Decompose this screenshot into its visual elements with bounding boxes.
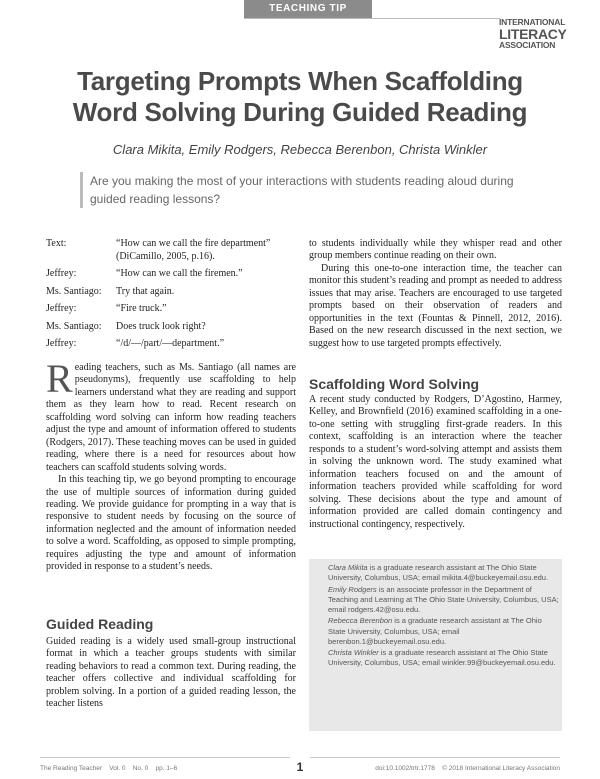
bio-name: Emily Rodgers [328,584,377,594]
dialogue-row [46,268,296,281]
right-column-bottom [309,394,562,531]
journal-info: The Reading Teacher Vol. 0 No. 0 pp. 1–6 [40,765,178,772]
bio-text: is an associate professor in the Department of Teaching and Learning at The Ohio State University, Columbus, USA; email rodgers.42@osu.edu. [328,584,559,614]
intro-paragraph [46,356,296,474]
author-list: Clara Mikita, Emily Rodgers, Rebecca Berenbon, Christa Winkler [112,142,488,157]
dialogue-line: “/d/—/part/—department.” [116,338,225,349]
pull-quote: Are you making the most of your interactions with students reading aloud during guided reading lessons? [90,174,514,206]
body-paragraph: Guided reading is a widely used small-group instructional format in which a teacher groups students with similar reading behaviors to read a common text. During reading, the teacher offers collective and individual scaffolding for problem solving. In a portion of a guided reading lesson, the teacher listens [46,636,296,710]
header-rule [244,18,500,19]
teaching-tip-label: TEACHING TIP [244,0,372,18]
author-bios [328,563,560,670]
left-column-top [46,356,296,574]
dialogue-line: Does truck look right? [116,320,206,332]
dialogue-line: “How can we call the fire department” (DiCamillo, 2005, p.16). [116,238,271,262]
right-column-top [309,238,562,350]
dialogue-speaker: Jeffrey: [46,303,77,314]
body-paragraph: to students individually while they whisper read and other group members continue reading on their own. [309,238,562,262]
bio-text: is a graduate research assistant at The Ohio State University, Columbus, USA; email mikita.4@buckeyemail.osu.edu. [328,563,549,583]
dialogue-row [46,321,296,334]
bio-text: is a graduate research assistant at The Ohio State University, Columbus, USA; email berenbon.1@buckeyemail.osu.edu. [328,616,542,646]
left-column-bottom [46,636,296,711]
dialogue-line: Try that again. [116,285,175,297]
ila-logo [499,18,569,49]
article-title [40,66,560,128]
dialogue-speaker: Ms. Santiago: [46,285,102,297]
logo-line-3: ASSOCIATION [499,39,556,50]
drop-cap: R [46,356,73,401]
dialogue-line: “Fire truck.” [116,303,167,314]
dialogue-row [46,303,296,316]
title-line-2: Word Solving During Guided Reading [72,97,528,127]
dialogue-speaker: Jeffrey: [46,268,77,279]
dialogue-line: “How can we call the firemen.” [116,268,243,279]
author-bio [328,648,560,668]
bio-text: is a graduate research assistant at The Ohio State University, Columbus, USA; email winkler.99@buckeyemail.osu.edu. [328,648,556,668]
page-number: 1 [290,756,310,778]
intro-paragraph-text: eading teachers, such as Ms. Santiago (all names are pseudonyms), frequently use scaffolding to help learners understand what they are reading and support them as they learn how to read. Recent research on scaffolding word solving can inform how reading teachers adjust the type and amount of information offered to students (Rodgers, 2017). These teaching moves can be used in guided reading, where there is a need for resources about how teachers can scaffold students solving words. [46,362,296,473]
bio-name: Rebecca Berenbon [328,616,393,626]
body-paragraph: During this one-to-one interaction time, the teacher can monitor this student’s reading and prompt as needed to address issues that may arise. Teachers are encouraged to use targeted prompts based on their observation of readers and opportunities in the text (Fountas & Pinnell, 2012, 2016). Based on the new research discussed in the next section, we suggest how to use targeted prompts effectively. [309,262,562,349]
doi-copyright: doi:10.1002/trtr.1778 © 2018 International Literacy Association [375,765,560,772]
logo-line-2: LITERACY [499,25,567,42]
section-heading-guided-reading: Guided Reading [46,616,154,632]
dialogue-row [46,238,296,263]
pull-quote-bar [80,172,83,208]
logo-line-1: INTERNATIONAL [499,17,566,27]
dialogue-row [46,338,296,351]
bio-name: Christa Winkler [328,648,379,658]
dialogue-excerpt [46,238,296,356]
title-line-1: Targeting Prompts When Scaffolding [77,66,523,96]
author-bio [328,563,560,583]
bio-name: Clara Mikita [328,563,368,572]
section-heading-scaffolding: Scaffolding Word Solving [309,376,480,392]
dialogue-row [46,286,296,299]
dialogue-speaker: Jeffrey: [46,338,77,349]
dialogue-speaker: Text: [46,238,67,249]
author-bio [328,585,560,615]
dialogue-speaker: Ms. Santiago: [46,320,102,332]
body-paragraph: In this teaching tip, we go beyond prompting to encourage the use of multiple sources of information during guided reading. We provide guidance for prompting in a way that is responsive to student needs by focusing on the source of information neglected and the amount of information needed to solve a word. Scaffolding, as opposed to simple prompting, requires adjusting the type and amount of information provided in response to a student’s needs. [46,474,296,573]
author-bio [328,616,560,646]
body-paragraph: A recent study conducted by Rodgers, D’Agostino, Harmey, Kelley, and Brownfield (2016) examined scaffolding in a one-to-one setting with struggling first-grade readers. In this context, scaffolding is an interaction where the teacher responds to a student’s word-solving attempt and assists them in solving the unknown word. The study examined what information teachers focused on and the amount of information teachers provided while scaffolding for word solving. These decisions about the type and amount of information provided are called domain contingency and instructional contingency, respectively. [309,394,562,530]
